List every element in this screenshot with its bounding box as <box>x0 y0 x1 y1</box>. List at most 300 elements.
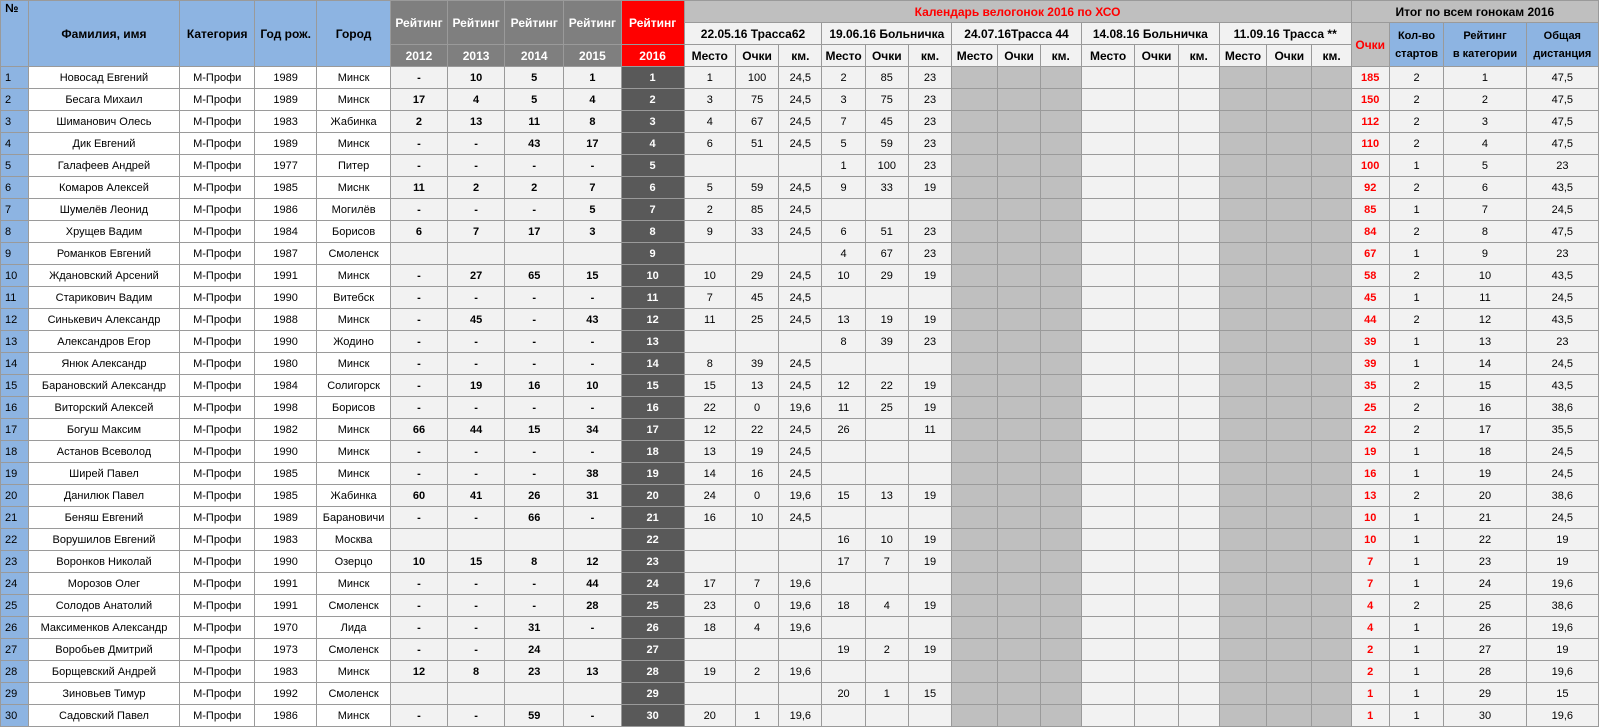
race2-place: 4 <box>822 243 865 265</box>
rating-2015: - <box>564 331 622 353</box>
table-row <box>1 375 1599 397</box>
race5-points <box>1267 683 1312 705</box>
total-distance: 19,6 <box>1526 661 1598 683</box>
category-rank: 8 <box>1444 221 1526 243</box>
race5-place <box>1219 595 1266 617</box>
total-points: 39 <box>1351 353 1389 375</box>
race2-km: 23 <box>908 331 951 353</box>
total-starts: 2 <box>1389 419 1444 441</box>
rating-2013: 4 <box>447 89 505 111</box>
totals-starts-header <box>1389 23 1444 67</box>
table-row <box>1 243 1599 265</box>
race4-km <box>1178 551 1219 573</box>
rider-birth-year: 1973 <box>255 639 317 661</box>
totals-rank-header-line-2: в категории <box>1452 47 1518 60</box>
rating-2014: 5 <box>505 67 564 89</box>
race5-points <box>1267 177 1312 199</box>
rating-2012: - <box>391 595 448 617</box>
header-name: Фамилия, имя <box>28 1 179 67</box>
table-row <box>1 177 1599 199</box>
rating-2016: 29 <box>621 683 684 705</box>
race2-points <box>865 353 908 375</box>
row-number: 25 <box>1 595 29 617</box>
rider-birth-year: 1984 <box>255 221 317 243</box>
race2-km <box>908 573 951 595</box>
rating-2016: 27 <box>621 639 684 661</box>
race2-place: 20 <box>822 683 865 705</box>
race1-points: 4 <box>735 617 778 639</box>
race-1-col-1: Место <box>684 45 735 67</box>
race3-place <box>952 617 998 639</box>
race1-place: 14 <box>684 463 735 485</box>
rating-2016: 1 <box>621 67 684 89</box>
race5-place <box>1219 199 1266 221</box>
race4-points <box>1135 265 1178 287</box>
rating-2013: 10 <box>447 67 505 89</box>
race4-km <box>1178 485 1219 507</box>
race4-place <box>1081 683 1135 705</box>
total-starts: 1 <box>1389 639 1444 661</box>
total-starts: 2 <box>1389 375 1444 397</box>
rider-name: Садовский Павел <box>28 705 179 727</box>
row-number: 26 <box>1 617 29 639</box>
table-row <box>1 287 1599 309</box>
race3-place <box>952 661 998 683</box>
total-distance: 24,5 <box>1526 287 1598 309</box>
rating-2016: 7 <box>621 199 684 221</box>
race4-points <box>1135 221 1178 243</box>
race5-points <box>1267 705 1312 727</box>
rider-city: Жабинка <box>317 111 391 133</box>
rating-2015: 17 <box>564 133 622 155</box>
rating-2015: 3 <box>564 221 622 243</box>
race3-place <box>952 353 998 375</box>
rating-2012: 17 <box>391 89 448 111</box>
table-row <box>1 639 1599 661</box>
race4-km <box>1178 419 1219 441</box>
total-distance: 19,6 <box>1526 573 1598 595</box>
rider-birth-year: 1989 <box>255 89 317 111</box>
rider-name: Ждановский Арсений <box>28 265 179 287</box>
race3-km <box>1040 177 1081 199</box>
race4-km <box>1178 111 1219 133</box>
race4-points <box>1135 331 1178 353</box>
race3-km <box>1040 573 1081 595</box>
category-rank: 30 <box>1444 705 1526 727</box>
total-distance: 47,5 <box>1526 221 1598 243</box>
race3-points <box>998 419 1040 441</box>
race2-points: 51 <box>865 221 908 243</box>
rider-birth-year: 1989 <box>255 133 317 155</box>
rider-category: М-Профи <box>180 705 255 727</box>
rider-category: М-Профи <box>180 375 255 397</box>
total-distance: 35,5 <box>1526 419 1598 441</box>
total-points: 150 <box>1351 89 1389 111</box>
race2-km <box>908 661 951 683</box>
rider-name: Ворушилов Евгений <box>28 529 179 551</box>
race2-place: 6 <box>822 221 865 243</box>
rider-category: М-Профи <box>180 287 255 309</box>
rating-2016: 11 <box>621 287 684 309</box>
race1-km <box>779 639 822 661</box>
rating-2015: 7 <box>564 177 622 199</box>
race2-km: 19 <box>908 265 951 287</box>
rider-city: Борисов <box>317 221 391 243</box>
race1-place: 12 <box>684 419 735 441</box>
race5-place <box>1219 375 1266 397</box>
race4-place <box>1081 661 1135 683</box>
race4-place <box>1081 243 1135 265</box>
race1-km: 19,6 <box>779 573 822 595</box>
race4-km <box>1178 573 1219 595</box>
race2-km: 23 <box>908 155 951 177</box>
race5-place <box>1219 331 1266 353</box>
rating-2014 <box>505 529 564 551</box>
race1-place: 4 <box>684 111 735 133</box>
rating-2016: 4 <box>621 133 684 155</box>
race1-km: 19,6 <box>779 661 822 683</box>
race2-points <box>865 441 908 463</box>
rider-birth-year: 1982 <box>255 419 317 441</box>
rating-2016: 6 <box>621 177 684 199</box>
rating-2016: 8 <box>621 221 684 243</box>
rating-2012: 60 <box>391 485 448 507</box>
race2-place <box>822 617 865 639</box>
race4-points <box>1135 375 1178 397</box>
race3-place <box>952 529 998 551</box>
race-4-col-2: Очки <box>1135 45 1178 67</box>
race1-place <box>684 639 735 661</box>
total-points: 110 <box>1351 133 1389 155</box>
rating-2015: 12 <box>564 551 622 573</box>
rider-city: Минск <box>317 661 391 683</box>
race4-place <box>1081 705 1135 727</box>
race2-place <box>822 287 865 309</box>
race2-km: 23 <box>908 243 951 265</box>
rating-2013: 7 <box>447 221 505 243</box>
race1-place: 23 <box>684 595 735 617</box>
rider-name: Старикович Вадим <box>28 287 179 309</box>
rating-2015: - <box>564 507 622 529</box>
race1-km: 24,5 <box>779 441 822 463</box>
rating-2013: - <box>447 353 505 375</box>
race4-points <box>1135 463 1178 485</box>
race5-km <box>1312 265 1351 287</box>
race3-place <box>952 705 998 727</box>
race1-points: 39 <box>735 353 778 375</box>
race1-points: 7 <box>735 573 778 595</box>
race3-km <box>1040 551 1081 573</box>
race1-km: 24,5 <box>779 309 822 331</box>
race4-place <box>1081 463 1135 485</box>
rating-2016: 28 <box>621 661 684 683</box>
race5-place <box>1219 67 1266 89</box>
race3-place <box>952 573 998 595</box>
rider-city: Смоленск <box>317 243 391 265</box>
rider-category: М-Профи <box>180 485 255 507</box>
race5-place <box>1219 463 1266 485</box>
race5-points <box>1267 111 1312 133</box>
race1-km: 24,5 <box>779 111 822 133</box>
race-header-2: 19.06.16 Больничка <box>822 23 952 45</box>
race1-km: 24,5 <box>779 221 822 243</box>
race5-km <box>1312 419 1351 441</box>
rider-city: Смоленск <box>317 595 391 617</box>
race1-points <box>735 683 778 705</box>
race1-points: 0 <box>735 485 778 507</box>
rider-city: Смоленск <box>317 683 391 705</box>
rating-2015: - <box>564 287 622 309</box>
total-points: 1 <box>1351 683 1389 705</box>
race5-points <box>1267 661 1312 683</box>
category-rank: 28 <box>1444 661 1526 683</box>
race1-points: 75 <box>735 89 778 111</box>
race1-points <box>735 529 778 551</box>
table-row <box>1 111 1599 133</box>
rider-category: М-Профи <box>180 199 255 221</box>
total-points: 22 <box>1351 419 1389 441</box>
total-distance: 47,5 <box>1526 111 1598 133</box>
rating-2016: 23 <box>621 551 684 573</box>
race1-points: 51 <box>735 133 778 155</box>
row-number: 3 <box>1 111 29 133</box>
rating-2013: - <box>447 133 505 155</box>
race1-km: 24,5 <box>779 353 822 375</box>
rider-city: Миснк <box>317 177 391 199</box>
race5-points <box>1267 617 1312 639</box>
race1-km: 24,5 <box>779 507 822 529</box>
total-distance: 47,5 <box>1526 67 1598 89</box>
total-points: 67 <box>1351 243 1389 265</box>
total-distance: 19 <box>1526 529 1598 551</box>
race4-points <box>1135 243 1178 265</box>
total-distance: 19,6 <box>1526 617 1598 639</box>
rating-2014 <box>505 243 564 265</box>
total-distance: 19,6 <box>1526 705 1598 727</box>
race1-place: 24 <box>684 485 735 507</box>
race3-place <box>952 199 998 221</box>
rating-2016: 5 <box>621 155 684 177</box>
race1-km: 24,5 <box>779 463 822 485</box>
race3-km <box>1040 265 1081 287</box>
category-rank: 3 <box>1444 111 1526 133</box>
race5-place <box>1219 485 1266 507</box>
race5-points <box>1267 265 1312 287</box>
race2-points <box>865 463 908 485</box>
rider-birth-year: 1990 <box>255 331 317 353</box>
race4-place <box>1081 89 1135 111</box>
race5-points <box>1267 133 1312 155</box>
race1-km: 19,6 <box>779 617 822 639</box>
race1-place: 8 <box>684 353 735 375</box>
race4-place <box>1081 375 1135 397</box>
category-rank: 15 <box>1444 375 1526 397</box>
rider-category: М-Профи <box>180 639 255 661</box>
race4-place <box>1081 441 1135 463</box>
race5-points <box>1267 529 1312 551</box>
rider-category: М-Профи <box>180 419 255 441</box>
race5-points <box>1267 551 1312 573</box>
race1-points: 29 <box>735 265 778 287</box>
row-number: 10 <box>1 265 29 287</box>
totals-distance-header-line-1: Общая <box>1543 29 1581 42</box>
rating-2013 <box>447 529 505 551</box>
category-rank: 10 <box>1444 265 1526 287</box>
race3-place <box>952 551 998 573</box>
race5-points <box>1267 199 1312 221</box>
total-distance: 47,5 <box>1526 133 1598 155</box>
race5-points <box>1267 155 1312 177</box>
total-distance: 24,5 <box>1526 463 1598 485</box>
race2-km: 11 <box>908 419 951 441</box>
rider-city: Жодино <box>317 331 391 353</box>
race2-place <box>822 463 865 485</box>
race2-km: 15 <box>908 683 951 705</box>
race4-km <box>1178 661 1219 683</box>
rating-2014: - <box>505 595 564 617</box>
header-rating-2013-label: Рейтинг <box>447 1 505 45</box>
rating-2016: 15 <box>621 375 684 397</box>
total-starts: 2 <box>1389 595 1444 617</box>
category-rank: 24 <box>1444 573 1526 595</box>
rider-category: М-Профи <box>180 617 255 639</box>
race4-points <box>1135 551 1178 573</box>
rider-city: Москва <box>317 529 391 551</box>
header-rating-2015-label: Рейтинг <box>564 1 622 45</box>
race2-place: 13 <box>822 309 865 331</box>
rating-2013 <box>447 683 505 705</box>
race1-place: 5 <box>684 177 735 199</box>
category-rank: 27 <box>1444 639 1526 661</box>
rider-name: Хрущев Вадим <box>28 221 179 243</box>
race1-points: 59 <box>735 177 778 199</box>
rating-2015: - <box>564 617 622 639</box>
table-row <box>1 705 1599 727</box>
race3-place <box>952 419 998 441</box>
rating-2012: - <box>391 573 448 595</box>
race5-km <box>1312 661 1351 683</box>
category-rank: 22 <box>1444 529 1526 551</box>
total-starts: 1 <box>1389 551 1444 573</box>
race3-points <box>998 177 1040 199</box>
rating-2012 <box>391 529 448 551</box>
rating-2016: 16 <box>621 397 684 419</box>
race1-km: 19,6 <box>779 705 822 727</box>
total-points: 44 <box>1351 309 1389 331</box>
race5-points <box>1267 397 1312 419</box>
rating-2014: 31 <box>505 617 564 639</box>
race5-place <box>1219 705 1266 727</box>
race4-points <box>1135 617 1178 639</box>
rider-name: Богуш Максим <box>28 419 179 441</box>
row-number: 2 <box>1 89 29 111</box>
header-rating-2012-label: Рейтинг <box>391 1 448 45</box>
race4-points <box>1135 595 1178 617</box>
race4-km <box>1178 529 1219 551</box>
race1-points: 33 <box>735 221 778 243</box>
race3-km <box>1040 683 1081 705</box>
race5-km <box>1312 375 1351 397</box>
race1-place: 17 <box>684 573 735 595</box>
rider-city: Минск <box>317 353 391 375</box>
race5-points <box>1267 67 1312 89</box>
rating-2013: 27 <box>447 265 505 287</box>
table-row <box>1 595 1599 617</box>
race5-place <box>1219 441 1266 463</box>
race1-points <box>735 551 778 573</box>
race3-place <box>952 89 998 111</box>
rider-category: М-Профи <box>180 353 255 375</box>
table-row <box>1 683 1599 705</box>
race5-km <box>1312 133 1351 155</box>
race-5-col-2: Очки <box>1267 45 1312 67</box>
race2-place <box>822 661 865 683</box>
header-rating-year-2012: 2012 <box>391 45 448 67</box>
total-points: 7 <box>1351 573 1389 595</box>
race3-km <box>1040 221 1081 243</box>
race-4-col-3: км. <box>1178 45 1219 67</box>
race2-points: 22 <box>865 375 908 397</box>
race3-points <box>998 639 1040 661</box>
rider-city: Жабинка <box>317 485 391 507</box>
rider-city: Минск <box>317 89 391 111</box>
row-number: 27 <box>1 639 29 661</box>
totals-starts-header-line-1: Кол-во <box>1397 29 1436 42</box>
rating-2013: 2 <box>447 177 505 199</box>
race2-place: 2 <box>822 67 865 89</box>
race5-points <box>1267 331 1312 353</box>
race1-km: 24,5 <box>779 287 822 309</box>
rating-2016: 22 <box>621 529 684 551</box>
race5-km <box>1312 353 1351 375</box>
total-points: 35 <box>1351 375 1389 397</box>
race5-place <box>1219 287 1266 309</box>
rating-2012: - <box>391 397 448 419</box>
rider-birth-year: 1984 <box>255 375 317 397</box>
race1-place <box>684 331 735 353</box>
race-header-1: 22.05.16 Трасса62 <box>684 23 822 45</box>
race4-points <box>1135 309 1178 331</box>
rider-category: М-Профи <box>180 309 255 331</box>
rider-birth-year: 1989 <box>255 507 317 529</box>
race5-km <box>1312 155 1351 177</box>
total-starts: 1 <box>1389 331 1444 353</box>
race3-place <box>952 155 998 177</box>
total-points: 85 <box>1351 199 1389 221</box>
row-number: 23 <box>1 551 29 573</box>
rating-2014: - <box>505 309 564 331</box>
race5-place <box>1219 243 1266 265</box>
race2-km: 19 <box>908 309 951 331</box>
category-rank: 23 <box>1444 551 1526 573</box>
race5-place <box>1219 111 1266 133</box>
race-2-col-2: Очки <box>865 45 908 67</box>
rating-2014: 43 <box>505 133 564 155</box>
race4-place <box>1081 551 1135 573</box>
race4-km <box>1178 397 1219 419</box>
race1-points: 2 <box>735 661 778 683</box>
rating-2012: - <box>391 155 448 177</box>
table-row <box>1 463 1599 485</box>
category-rank: 29 <box>1444 683 1526 705</box>
race2-place: 8 <box>822 331 865 353</box>
total-distance: 23 <box>1526 243 1598 265</box>
race4-km <box>1178 177 1219 199</box>
category-rank: 7 <box>1444 199 1526 221</box>
race4-km <box>1178 507 1219 529</box>
race2-place <box>822 199 865 221</box>
race3-points <box>998 683 1040 705</box>
